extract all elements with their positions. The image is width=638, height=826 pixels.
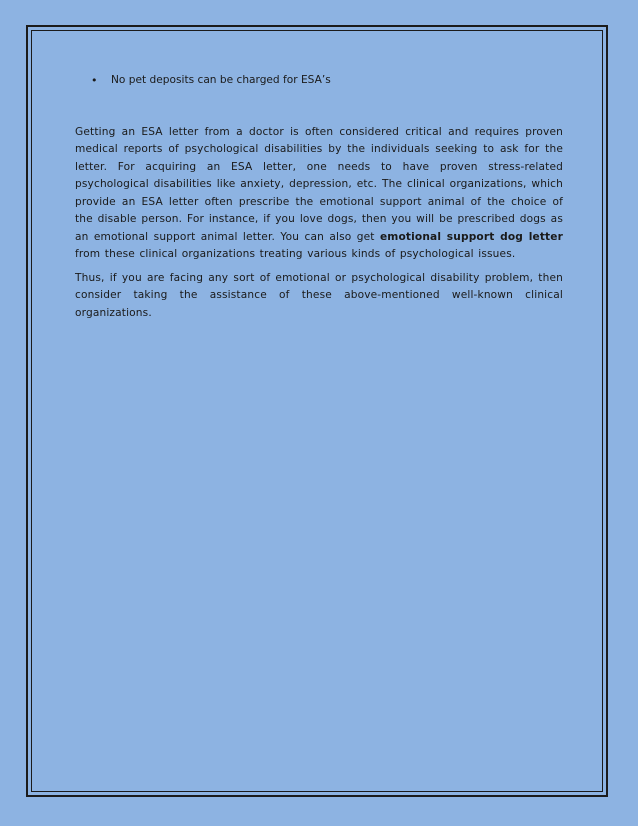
paragraph-conclusion: Thus, if you are facing any sort of emotional or psychological disability problem, then consider taking the assistance of these above-mentioned well-known clinical organizations. xyxy=(75,271,563,319)
paragraph-esa-letter xyxy=(75,124,563,264)
bullet-list-item xyxy=(91,72,563,90)
document-body xyxy=(75,72,563,322)
paragraph-text: Getting an ESA letter from a doctor is often considered critical and requires proven medical reports of psychological disabilities by the individuals seeking to ask for the letter. For acquiring an ESA letter, one needs to have proven stress-related psychological disabilities like anxiety, depression, etc. The clinical organizations, which provide an ESA letter often prescribe the emotional support animal of the choice of the disable person. For instance, if you love dogs, then you will be prescribed dogs as an emotional support animal letter. You can also get xyxy=(75,125,563,243)
bullet-icon: • xyxy=(91,74,98,87)
bullet-text: No pet deposits can be charged for ESA’s xyxy=(111,74,331,86)
bold-link-text: emotional support dog letter xyxy=(379,230,563,243)
paragraph-text: from these clinical organizations treating various kinds of psychological issues. xyxy=(75,248,516,260)
